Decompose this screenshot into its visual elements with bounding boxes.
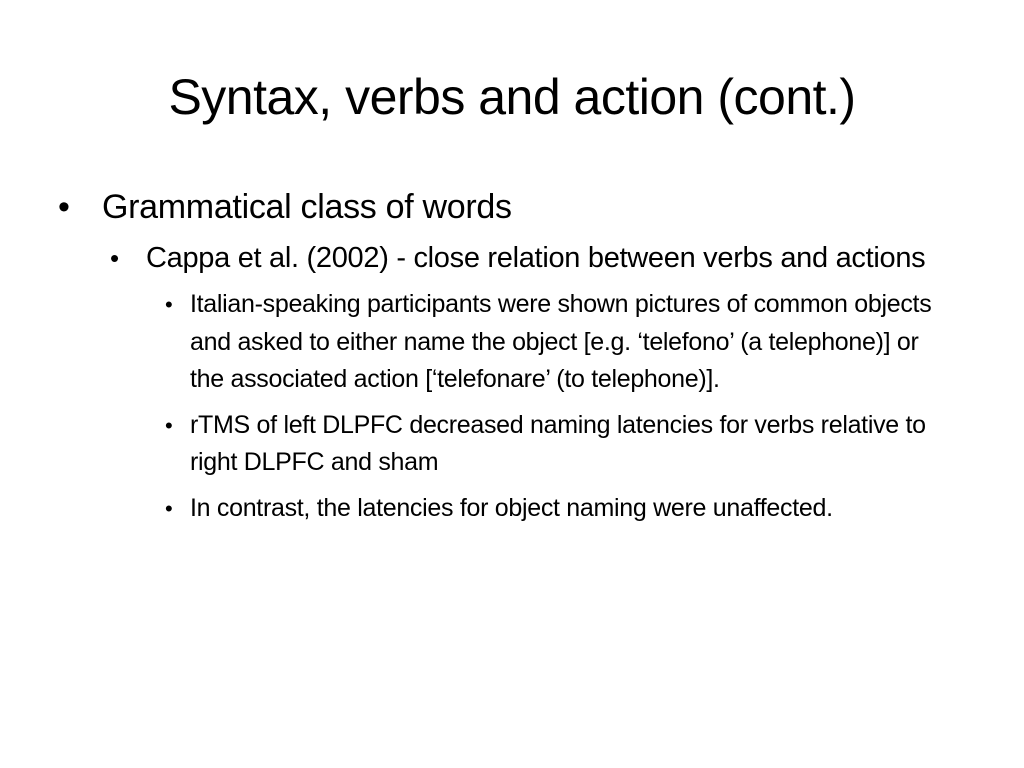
- bullet-list: [58, 184, 958, 535]
- bullet-level3: [165, 490, 955, 528]
- bullet-text: Italian-speaking participants were shown pictures of common objects and asked to either name the object [e.g. ‘telefono’ (a telephone)] or the associated action [‘telefonare’ (to telephone)].: [190, 290, 932, 393]
- slide-title: Syntax, verbs and action (cont.): [168, 69, 856, 125]
- bullet-text: In contrast, the latencies for object naming were unaffected.: [190, 493, 833, 522]
- bullet-marker: •: [58, 188, 70, 226]
- bullet-marker: •: [165, 412, 173, 438]
- bullet-text: rTMS of left DLPFC decreased naming latencies for verbs relative to right DLPFC and sham: [190, 410, 926, 476]
- bullet-marker: •: [165, 292, 173, 317]
- bullet-level1: [58, 184, 958, 230]
- bullet-level2: [110, 238, 976, 278]
- bullet-level3: [165, 286, 955, 399]
- bullet-marker: •: [110, 243, 119, 273]
- bullet-level3: [165, 407, 955, 482]
- bullet-text: Grammatical class of words: [102, 188, 512, 226]
- bullet-marker: •: [165, 495, 173, 521]
- bullet-text: Cappa et al. (2002) - close relation between verbs and actions: [146, 242, 926, 274]
